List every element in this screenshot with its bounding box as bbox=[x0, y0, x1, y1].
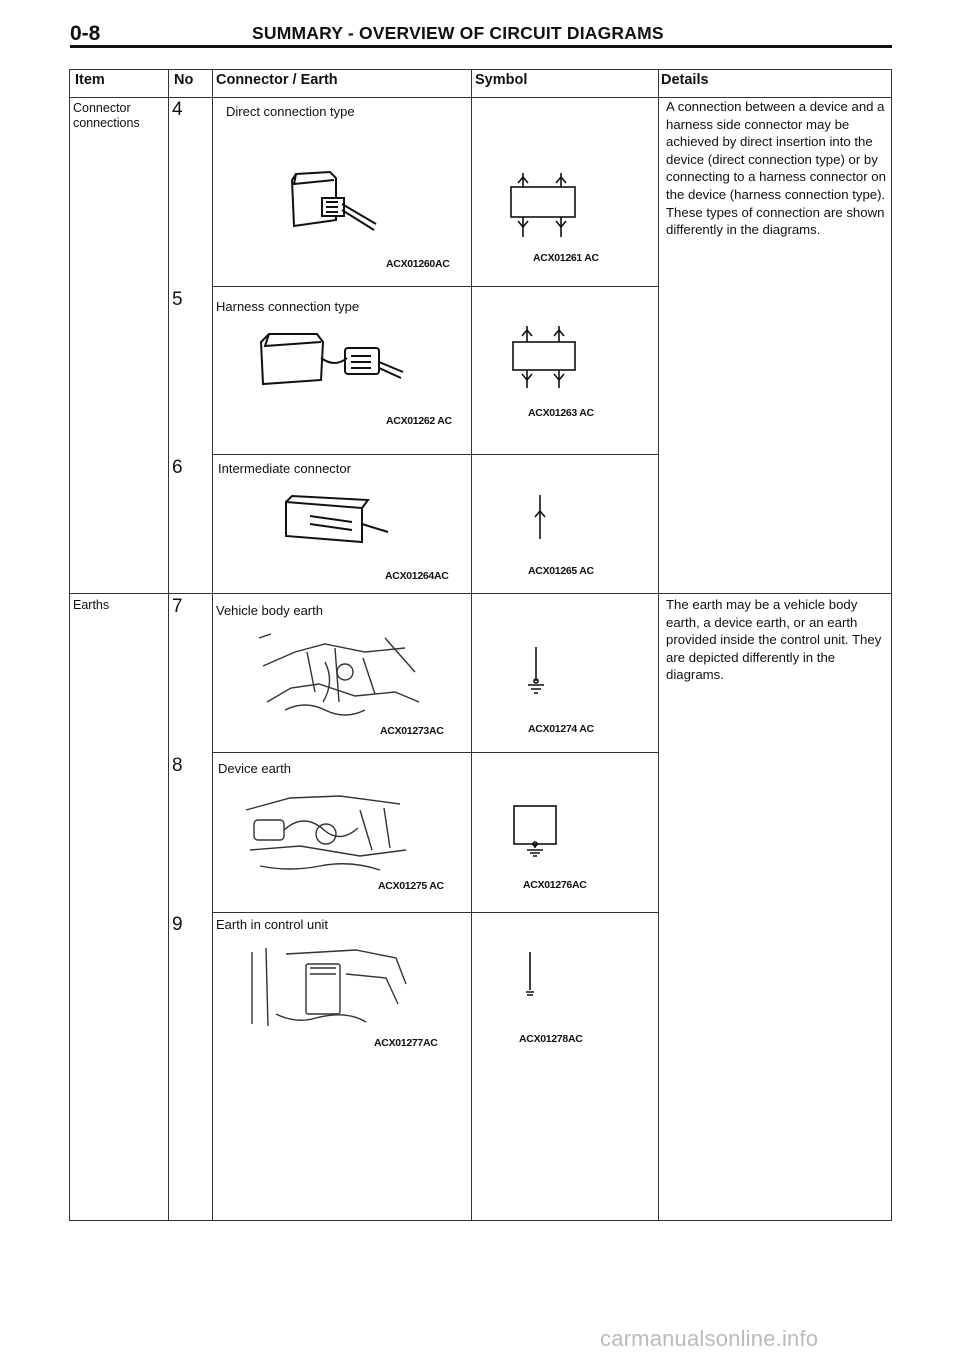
col-header-no: No bbox=[174, 72, 194, 88]
item-connector-connections bbox=[73, 101, 140, 131]
header-rule bbox=[70, 45, 892, 48]
intermediate-connector-symbol bbox=[530, 493, 550, 541]
harness-connection-symbol bbox=[505, 322, 585, 392]
details-connector: A connection between a device and a harness side connector may be achieved by direct insertion into the device (direct connection type) or by connecting to a harness connector on the device (harness connection type). These types of connection are shown differently in the diagrams. bbox=[666, 99, 886, 238]
direct-connection-symbol bbox=[505, 165, 585, 245]
vehicle-body-earth-symbol bbox=[524, 645, 548, 695]
col-divider bbox=[212, 69, 213, 1221]
illustration-code: ACX01262 AC bbox=[386, 415, 452, 427]
col-divider bbox=[471, 69, 472, 1221]
symbol-code: ACX01274 AC bbox=[528, 723, 594, 735]
symbol-code: ACX01263 AC bbox=[528, 407, 594, 419]
row-number: 8 bbox=[172, 755, 183, 776]
col-header-details: Details bbox=[661, 72, 709, 88]
row-divider bbox=[212, 912, 658, 913]
illustration-code: ACX01260AC bbox=[386, 258, 450, 270]
row-label: Device earth bbox=[218, 761, 291, 776]
symbol-code: ACX01261 AC bbox=[533, 252, 599, 264]
row-divider bbox=[212, 454, 658, 455]
col-divider bbox=[168, 69, 169, 1221]
device-earth-symbol bbox=[510, 802, 560, 858]
control-unit-earth-illustration bbox=[246, 944, 412, 1030]
row-number: 6 bbox=[172, 457, 183, 478]
intermediate-connector-illustration bbox=[280, 492, 390, 552]
group-divider bbox=[69, 593, 892, 594]
item-line: Earths bbox=[73, 598, 110, 612]
illustration-code: ACX01264AC bbox=[385, 570, 449, 582]
col-header-connector: Connector / Earth bbox=[216, 72, 338, 88]
device-earth-illustration bbox=[240, 790, 410, 874]
item-line: connections bbox=[73, 116, 140, 130]
control-unit-earth-symbol bbox=[520, 950, 540, 1000]
col-header-symbol: Symbol bbox=[475, 72, 528, 88]
row-divider bbox=[212, 752, 658, 753]
row-number: 7 bbox=[172, 596, 183, 617]
harness-connection-illustration bbox=[255, 328, 405, 398]
item-earths bbox=[73, 598, 109, 613]
illustration-code: ACX01275 AC bbox=[378, 880, 444, 892]
vehicle-body-earth-illustration bbox=[255, 632, 425, 718]
item-line: Connector bbox=[73, 101, 131, 115]
symbol-code: ACX01278AC bbox=[519, 1033, 583, 1045]
row-label: Harness connection type bbox=[216, 299, 360, 314]
row-label: Intermediate connector bbox=[218, 461, 351, 476]
watermark: carmanualsonline.info bbox=[600, 1326, 819, 1351]
row-number: 9 bbox=[172, 914, 183, 935]
row-number: 5 bbox=[172, 289, 183, 310]
col-divider bbox=[658, 69, 659, 1221]
illustration-code: ACX01277AC bbox=[374, 1037, 438, 1049]
details-earths: The earth may be a vehicle body earth, a device earth, or an earth provided inside the control unit. They are depicted differently in the diagrams. bbox=[666, 597, 882, 683]
row-number: 4 bbox=[172, 99, 183, 120]
col-header-item: Item bbox=[75, 72, 105, 88]
illustration-code: ACX01273AC bbox=[380, 725, 444, 737]
row-divider bbox=[212, 286, 658, 287]
row-label: Earth in control unit bbox=[216, 917, 329, 932]
page-number: 0-8 bbox=[70, 22, 101, 45]
row-label: Direct connection type bbox=[226, 104, 355, 119]
direct-connection-illustration bbox=[284, 160, 384, 240]
symbol-code: ACX01276AC bbox=[523, 879, 587, 891]
symbol-code: ACX01265 AC bbox=[528, 565, 594, 577]
page-title: SUMMARY - OVERVIEW OF CIRCUIT DIAGRAMS bbox=[252, 23, 664, 43]
row-label: Vehicle body earth bbox=[216, 603, 323, 618]
